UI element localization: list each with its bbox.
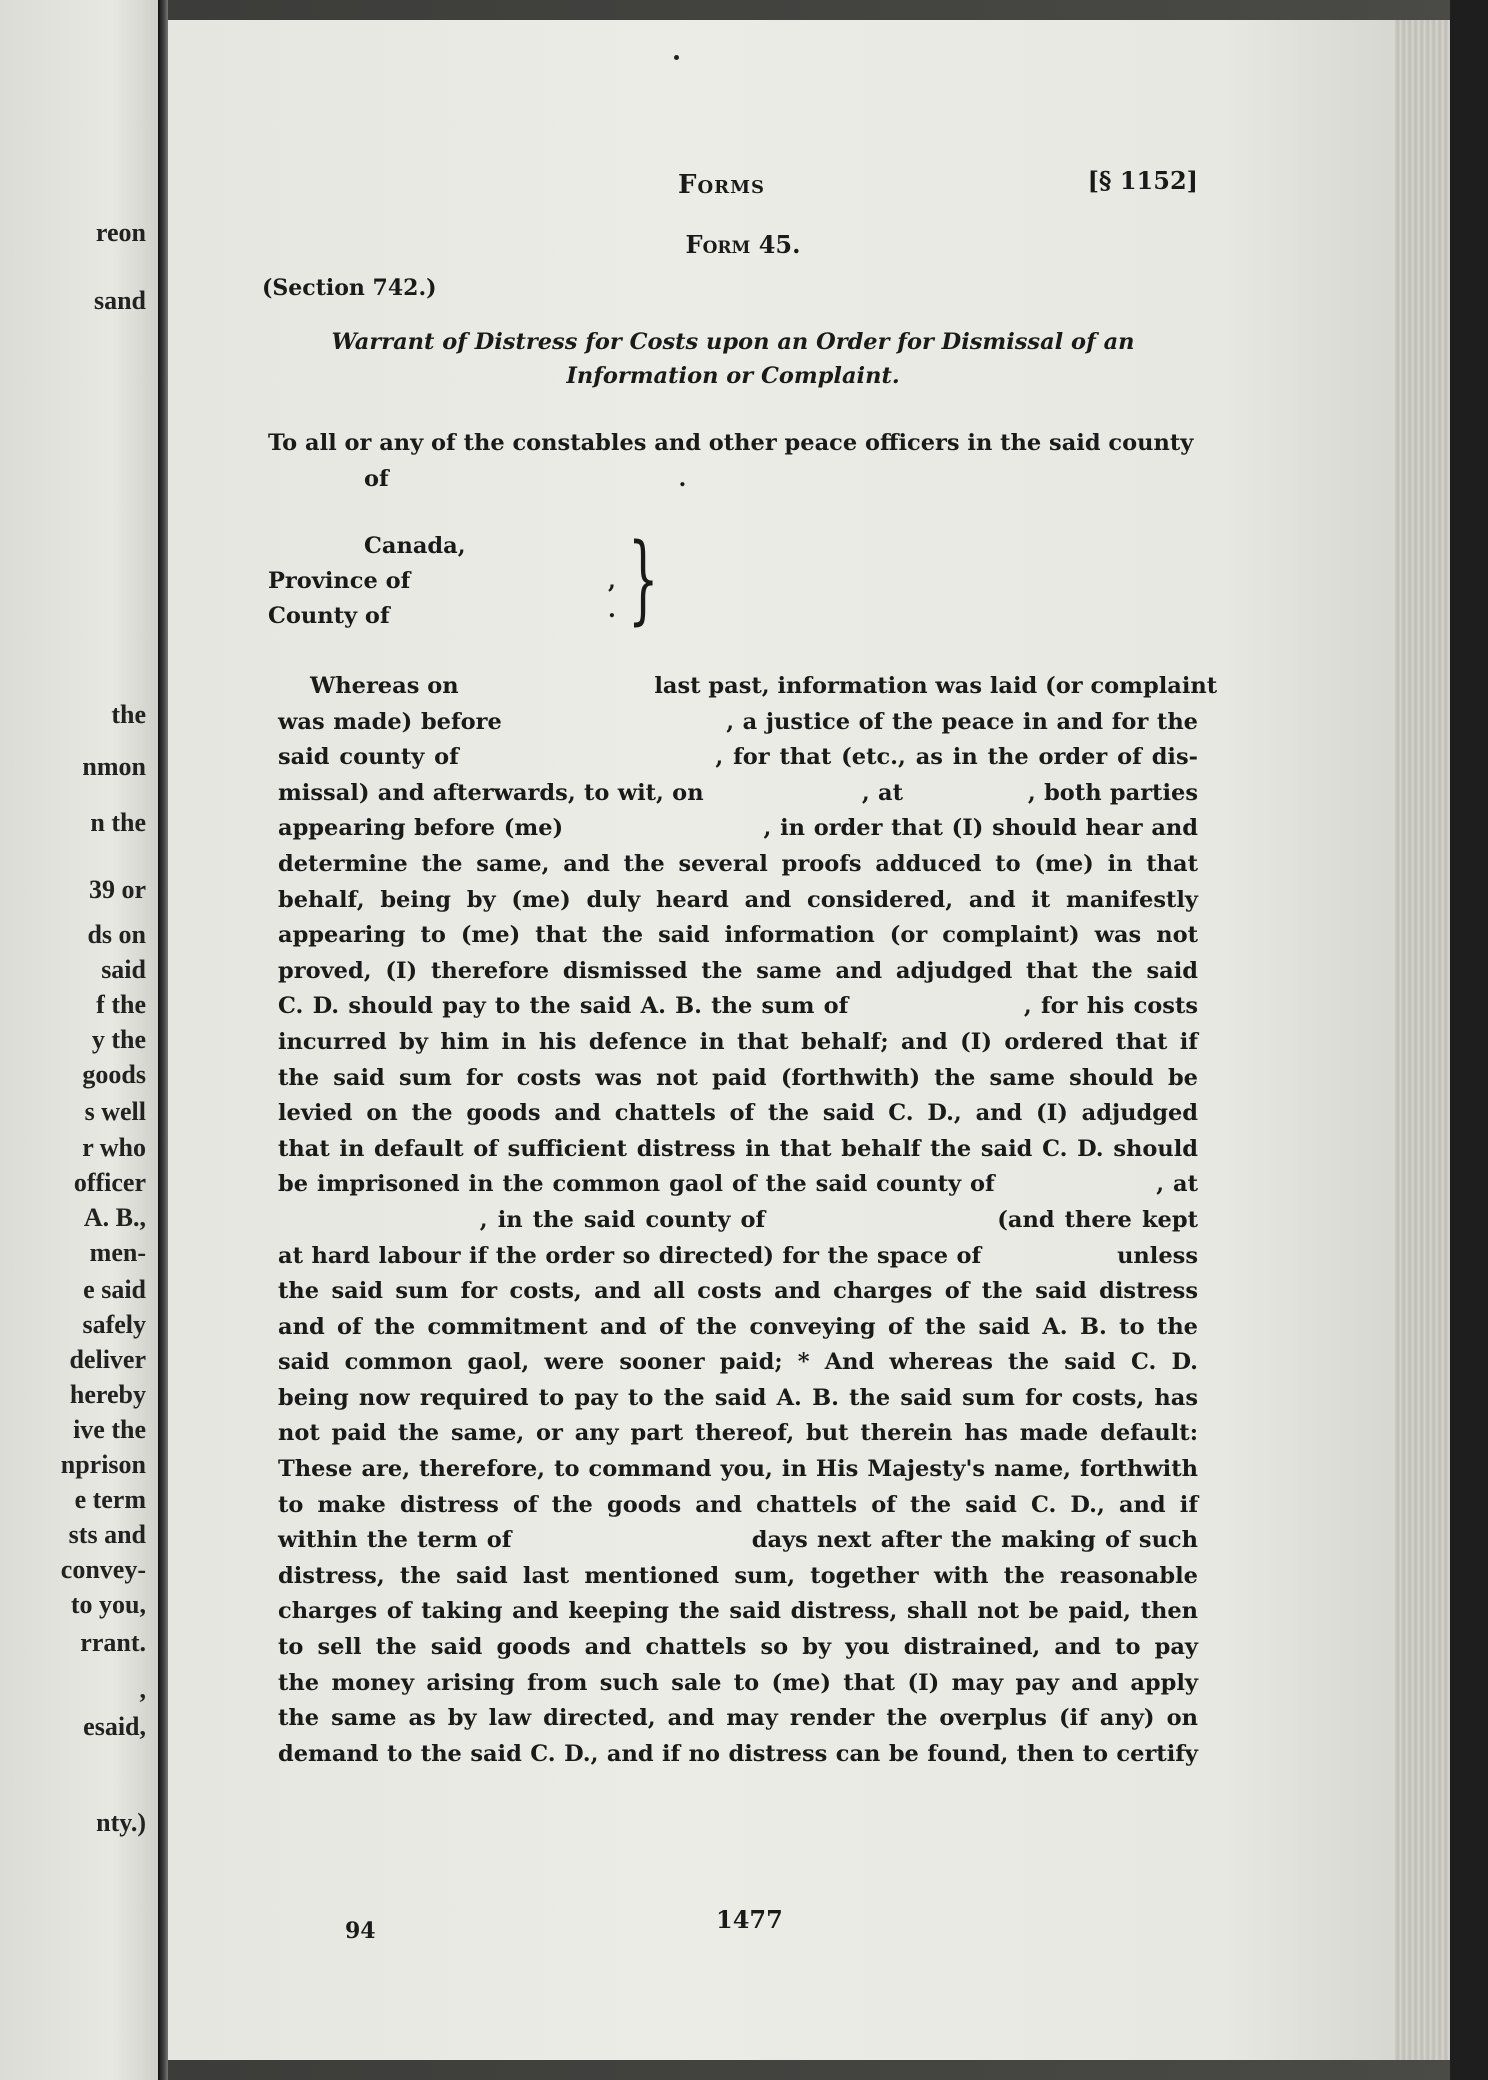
left-page-fragment: deliver bbox=[69, 1345, 146, 1374]
body-line: determine the same, and the several proofs adduced to (me) in that bbox=[278, 850, 1198, 877]
addressee-line: To all or any of the constables and other peace officers in the said county of . bbox=[268, 430, 1202, 492]
venue-comma: , bbox=[608, 568, 616, 594]
body-line: the same as by law directed, and may render the overplus (if any) on bbox=[278, 1705, 1198, 1732]
left-page-fragment: nty.) bbox=[96, 1808, 146, 1837]
body-line: demand to the said C. D., and if no distress can be found, then to certify bbox=[278, 1740, 1198, 1767]
form-title-line: Warrant of Distress for Costs upon an Order for Dismissal of an bbox=[331, 329, 1135, 355]
left-page-fragment: rrant. bbox=[80, 1628, 146, 1657]
body-line: behalf, being by (me) duly heard and considered, and it manifestly bbox=[278, 886, 1198, 913]
ink-speck bbox=[674, 55, 679, 60]
body-line: distress, the said last mentioned sum, together with the reasonable bbox=[278, 1562, 1198, 1589]
venue-country: Canada, bbox=[364, 533, 466, 559]
body-line: C. D. should pay to the said A. B. the sum of , for his costs bbox=[278, 993, 1198, 1020]
body-line: missal) and afterwards, to wit, on , at , both parties bbox=[278, 779, 1198, 806]
left-page-fragment: n the bbox=[90, 808, 146, 837]
left-page-fragment: A. B., bbox=[83, 1203, 146, 1232]
left-page-fragment: reon bbox=[95, 218, 146, 247]
left-page-fragment: said bbox=[101, 955, 146, 984]
left-page-fragment: y the bbox=[91, 1025, 146, 1054]
body-line: and of the commitment and of the conveying of the said A. B. to the bbox=[278, 1313, 1198, 1340]
section-note: (Section 742.) bbox=[262, 275, 437, 301]
left-page-fragment: e term bbox=[74, 1485, 146, 1514]
left-page-fragment: men- bbox=[89, 1238, 146, 1267]
venue-county: County of bbox=[268, 603, 390, 629]
body-line: appearing to (me) that the said information (or complaint) was not bbox=[278, 922, 1198, 949]
left-page-fragment: sts and bbox=[68, 1520, 146, 1549]
original-page-number: 94 bbox=[345, 1918, 376, 1944]
body-line: that in default of sufficient distress in that behalf the said C. D. should bbox=[278, 1135, 1198, 1162]
body-line: to sell the said goods and chattels so by you distrained, and to pay bbox=[278, 1634, 1198, 1661]
body-line: at hard labour if the order so directed) for the space of unless bbox=[278, 1242, 1198, 1269]
left-page-fragment: to you, bbox=[70, 1590, 146, 1619]
body-line: the said sum for costs, and all costs and charges of the said distress bbox=[278, 1278, 1198, 1305]
venue-province: Province of bbox=[268, 568, 411, 594]
form-title-line: Information or Complaint. bbox=[566, 363, 900, 389]
left-page-fragment: e said bbox=[83, 1275, 146, 1304]
body-line: said county of , for that (etc., as in the order of dis- bbox=[278, 744, 1198, 771]
body-line: not paid the same, or any part thereof, but therein has made default: bbox=[278, 1420, 1198, 1447]
body-line: within the term of days next after the making of such bbox=[278, 1527, 1198, 1554]
left-page-fragment: ds on bbox=[87, 920, 146, 949]
book-gutter bbox=[158, 0, 168, 2080]
body-line: being now required to pay to the said A. B. the said sum for costs, has bbox=[278, 1384, 1198, 1411]
left-page-fragment: the bbox=[111, 700, 146, 729]
left-page-fragment: 39 or bbox=[88, 875, 146, 904]
body-line: incurred by him in his defence in that behalf; and (I) ordered that if bbox=[278, 1028, 1198, 1055]
page-edge-stack bbox=[1395, 20, 1450, 2060]
body-line: , in the said county of (and there kept bbox=[278, 1206, 1198, 1233]
body-line: the said sum for costs was not paid (forthwith) the same should be bbox=[278, 1064, 1198, 1091]
left-page-fragment: safely bbox=[82, 1310, 146, 1339]
left-page-fragment: officer bbox=[73, 1168, 146, 1197]
left-page-fragment: hereby bbox=[69, 1380, 146, 1409]
warrant-body-text bbox=[268, 669, 1218, 1772]
left-page-fragment: ive the bbox=[73, 1415, 146, 1444]
running-title: Forms bbox=[678, 170, 766, 200]
left-page-fragment: goods bbox=[82, 1060, 146, 1089]
body-line: appearing before (me) , in order that (I) should hear and bbox=[278, 815, 1198, 842]
scan-border-right bbox=[1450, 0, 1488, 2080]
body-line: said common gaol, were sooner paid; * And whereas the said C. D. bbox=[278, 1349, 1198, 1376]
form-number: Form 45. bbox=[685, 230, 801, 259]
left-page-fragment: , bbox=[139, 1675, 146, 1704]
left-page-fragment: esaid, bbox=[83, 1712, 146, 1741]
section-reference: [§ 1152] bbox=[1087, 166, 1198, 195]
left-page-fragment: s well bbox=[84, 1097, 146, 1126]
body-line: the money arising from such sale to (me) that (I) may pay and apply bbox=[278, 1669, 1198, 1696]
left-page-fragment: nmon bbox=[82, 752, 146, 781]
body-line: Whereas on last past, information was laid (or complaint bbox=[310, 673, 1218, 699]
left-page-fragment: f the bbox=[96, 990, 146, 1019]
left-page-fragment: convey- bbox=[60, 1555, 146, 1584]
left-page-fragment: r who bbox=[82, 1133, 146, 1162]
body-line: was made) before , a justice of the peace in and for the bbox=[278, 708, 1198, 735]
body-line: levied on the goods and chattels of the said C. D., and (I) adjudged bbox=[278, 1100, 1198, 1127]
page-number: 1477 bbox=[716, 1905, 783, 1934]
brace-glyph: } bbox=[628, 523, 659, 635]
body-line: proved, (I) therefore dismissed the same and adjudged that the said bbox=[278, 957, 1198, 984]
body-line: These are, therefore, to command you, in His Majesty's name, forthwith bbox=[278, 1456, 1198, 1483]
previous-page-strip bbox=[0, 0, 160, 2080]
left-page-fragment: nprison bbox=[60, 1450, 146, 1479]
body-line: charges of taking and keeping the said distress, shall not be paid, then bbox=[278, 1598, 1198, 1625]
form-title bbox=[268, 325, 1198, 393]
venue-block bbox=[268, 523, 1198, 635]
body-line: to make distress of the goods and chattels of the said C. D., and if bbox=[278, 1491, 1198, 1518]
left-page-fragment: sand bbox=[93, 286, 146, 315]
venue-period: . bbox=[608, 597, 616, 623]
running-header bbox=[268, 160, 1198, 204]
body-line: be imprisoned in the common gaol of the said county of , at bbox=[278, 1171, 1198, 1198]
page-content bbox=[262, 160, 1218, 1772]
